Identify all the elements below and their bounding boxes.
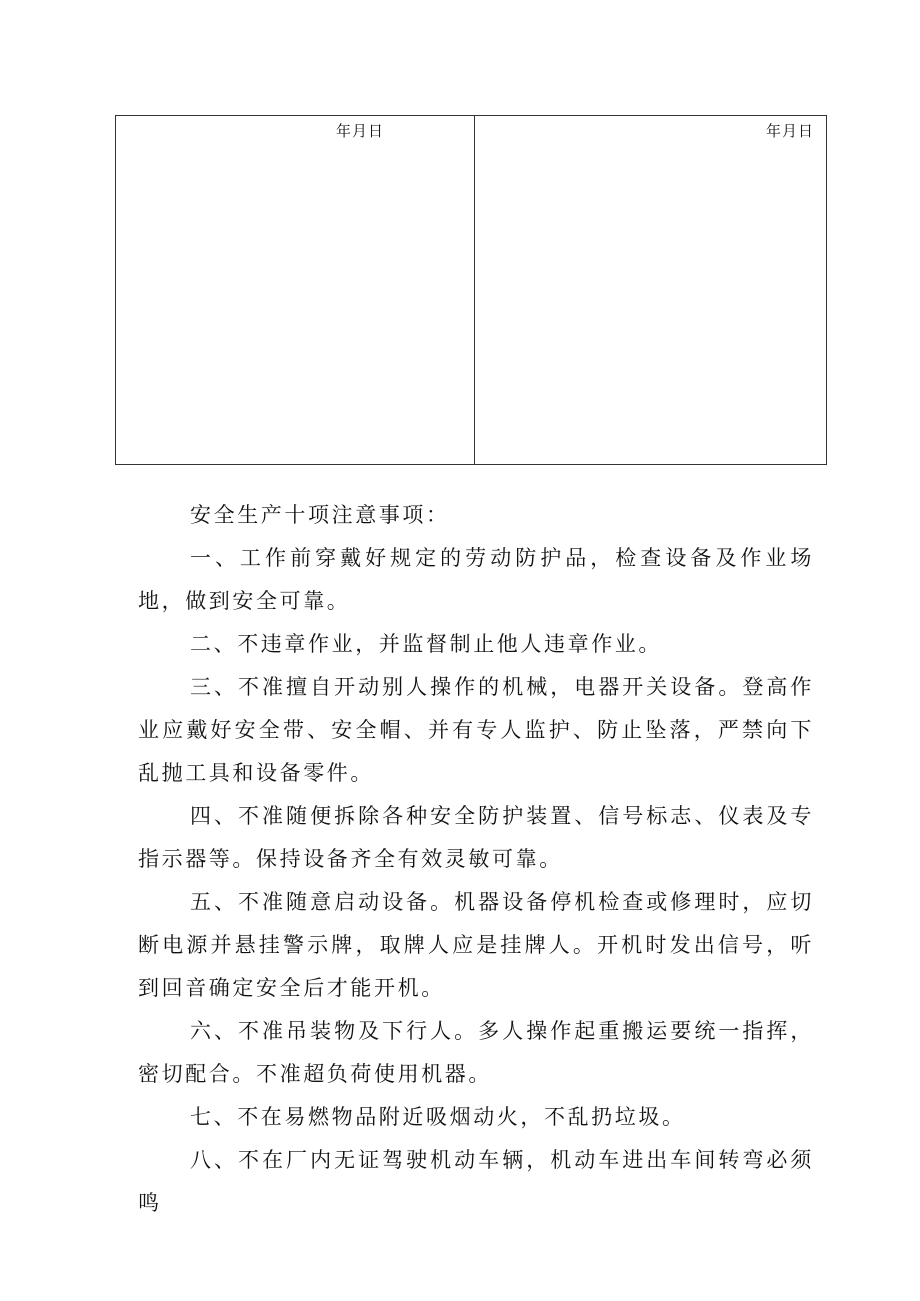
table-column-divider xyxy=(474,116,475,464)
left-date-label: 年月日 xyxy=(336,122,385,140)
note-item-5: 五、不准随意启动设备。机器设备停机检查或修理时，应切断电源并悬挂警示牌，取牌人应是挂牌人。开机时发出信号，听到回音确定安全后才能开机。 xyxy=(138,890,814,1000)
notes-heading: 安全生产十项注意事项： xyxy=(190,503,450,527)
safety-notes xyxy=(138,494,814,1225)
note-item-6: 六、不准吊装物及下行人。多人操作起重搬运要统一指挥，密切配合。不准超负荷使用机器。 xyxy=(138,1019,814,1086)
note-item-2: 二、不违章作业，并监督制止他人违章作业。 xyxy=(190,632,662,656)
signature-table xyxy=(115,115,827,465)
note-item-8: 八、不在厂内无证驾驶机动车辆，机动车进出车间转弯必须鸣 xyxy=(138,1148,814,1215)
right-date-label: 年月日 xyxy=(765,122,814,140)
note-item-4: 四、不准随便拆除各种安全防护装置、信号标志、仪表及专指示器等。保持设备齐全有效灵敏可靠。 xyxy=(138,804,814,871)
note-item-1: 一、工作前穿戴好规定的劳动防护品，检查设备及作业场地，做到安全可靠。 xyxy=(138,546,814,613)
note-item-7: 七、不在易燃物品附近吸烟动火，不乱扔垃圾。 xyxy=(190,1105,686,1129)
note-item-3: 三、不准擅自开动别人操作的机械，电器开关设备。登高作业应戴好安全带、安全帽、并有专人监护、防止坠落，严禁向下乱抛工具和设备零件。 xyxy=(138,675,814,785)
